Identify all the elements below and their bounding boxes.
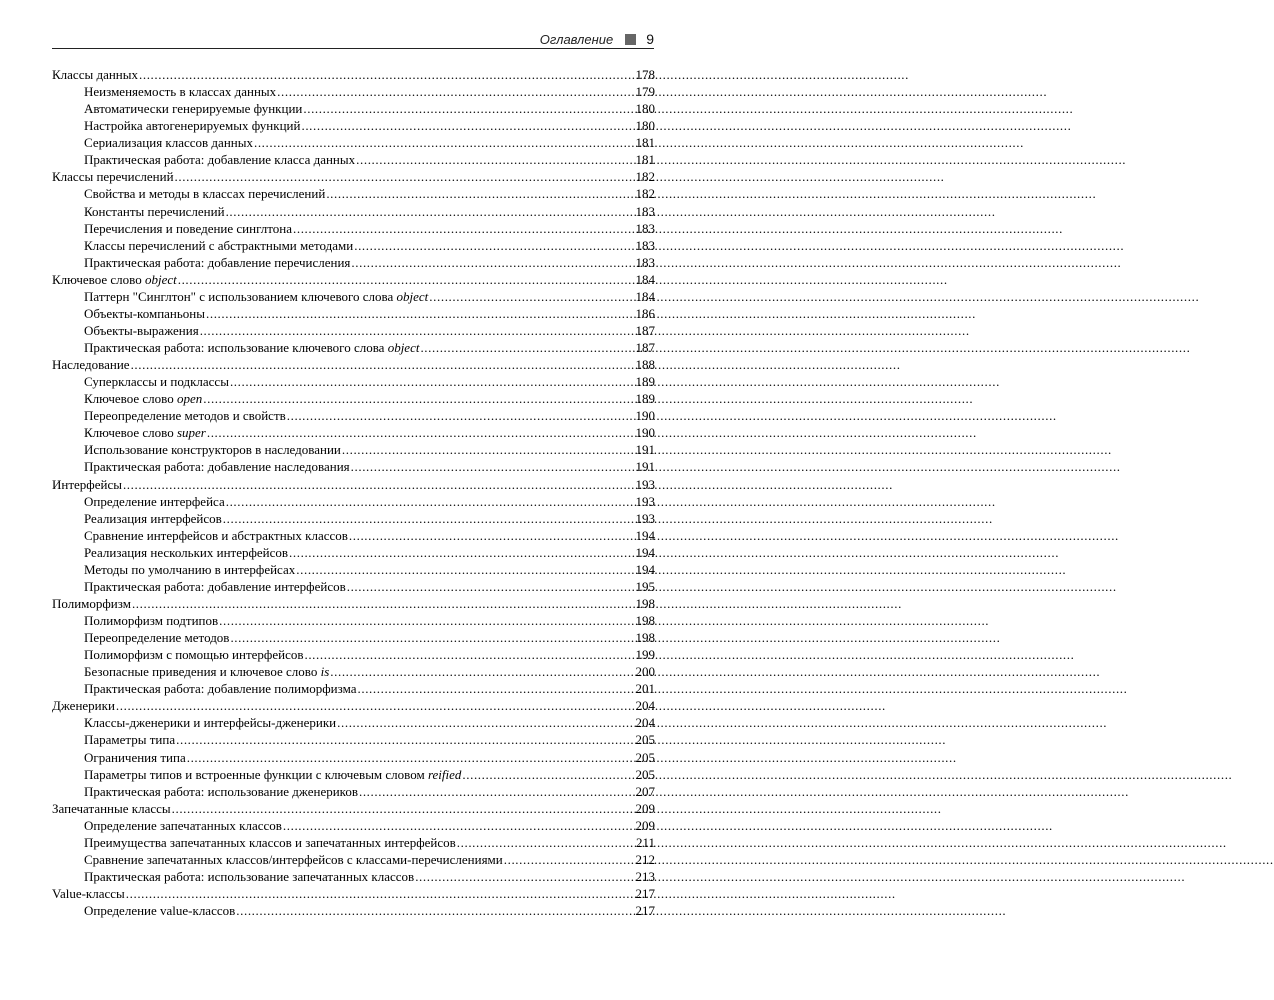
toc-chapter-entry — [52, 476, 655, 493]
header-square-icon — [625, 34, 636, 45]
toc-entry-title-text: Переопределение методов — [84, 630, 230, 646]
dot-leader — [420, 339, 634, 356]
dot-leader — [126, 885, 635, 902]
running-header — [52, 30, 654, 49]
dot-leader — [293, 220, 635, 237]
toc-section-entry — [52, 510, 655, 527]
toc-entry-title-text: Запечатанные классы — [52, 800, 171, 816]
toc-entry-title-text: Суперклассы и подклассы — [84, 374, 229, 390]
toc-section-entry — [52, 612, 655, 629]
toc-entry-title — [84, 834, 456, 851]
toc-entry-title-text: Практическая работа: добавление наследования — [84, 459, 350, 475]
toc-entry-page: 180 — [635, 101, 655, 117]
toc-entry-title-text: Параметры типов и встроенные функции с ключевым словом — [84, 766, 428, 782]
toc-entry-title-text: Безопасные приведения и ключевое слово — [84, 664, 321, 680]
toc-entry-title — [84, 817, 282, 834]
dot-leader — [187, 749, 635, 766]
dot-leader — [176, 731, 634, 748]
toc-section-entry — [52, 731, 655, 748]
dot-leader — [131, 356, 635, 373]
dot-leader — [207, 424, 635, 441]
toc-entry-title — [52, 271, 177, 288]
toc-entry-title — [84, 203, 225, 220]
toc-entry-title-text: Классы-дженерики и интерфейсы-дженерики — [84, 715, 337, 731]
toc-entry-page: 182 — [635, 169, 655, 185]
toc-section-entry — [52, 680, 655, 697]
toc-entry-title — [52, 697, 115, 714]
toc-entry-title — [84, 851, 503, 868]
dot-leader — [289, 544, 634, 561]
toc-section-entry — [52, 100, 655, 117]
toc-chapter-entry — [52, 800, 655, 817]
toc-section-entry — [52, 646, 655, 663]
toc-chapter-entry — [52, 595, 655, 612]
toc-entry-title — [84, 424, 206, 441]
dot-leader — [356, 151, 634, 168]
toc-entry-title-text: Ограничения типа — [84, 749, 186, 765]
toc-section-entry — [52, 578, 655, 595]
dot-leader — [226, 203, 635, 220]
dot-leader — [123, 476, 635, 493]
toc-entry-page: 190 — [635, 425, 655, 441]
toc-entry-title-text: Сериализация классов данных — [84, 135, 253, 151]
toc-entry-page: 217 — [635, 903, 655, 919]
dot-leader — [347, 578, 635, 595]
toc-entry-title — [84, 134, 253, 151]
toc-entry-title-text: Полиморфизм — [52, 595, 131, 611]
toc-section-entry — [52, 288, 655, 305]
dot-leader — [462, 766, 634, 783]
toc-entry-title-text: Полиморфизм подтипов — [84, 613, 219, 628]
toc-section-entry — [52, 868, 655, 885]
toc-section-entry — [52, 629, 655, 646]
toc-entry-page: 217 — [635, 886, 655, 901]
toc-entry-title-text: Практическая работа: использование запечатанных классов — [84, 868, 415, 884]
toc-section-entry — [52, 749, 655, 766]
toc-entry-page: 194 — [635, 527, 655, 543]
toc-entry-page: 182 — [635, 186, 655, 202]
toc-entry-page: 195 — [635, 578, 655, 594]
toc-entry-title-text: Практическая работа: использование дженериков — [84, 783, 358, 799]
toc-section-entry — [52, 134, 655, 151]
toc-entry-title — [84, 783, 358, 800]
toc-entry-page: 191 — [635, 459, 655, 475]
toc-entry-title-text: Переопределение методов и свойств — [84, 408, 286, 424]
toc-entry-page: 181 — [635, 152, 655, 168]
toc-entry-title-text: Объекты-выражения — [84, 322, 199, 338]
dot-leader — [287, 407, 635, 424]
dot-leader — [206, 305, 635, 322]
toc-entry-title-text: Ключевое слово — [52, 271, 145, 287]
toc-entry-title — [84, 902, 235, 919]
dot-leader — [230, 629, 634, 646]
toc-entry-title-text: Использование конструкторов в наследовании — [84, 442, 341, 458]
dot-leader — [359, 783, 635, 800]
toc-entry-page: 189 — [635, 374, 655, 390]
toc-entry-title-text: Классы перечислений с абстрактными методами — [84, 237, 354, 253]
toc-entry-page: 204 — [635, 698, 655, 714]
toc-entry-title-text: Определение запечатанных классов — [84, 817, 282, 833]
toc-entry-page: 205 — [635, 749, 655, 765]
toc-entry-page: 212 — [635, 851, 655, 867]
toc-entry-page: 194 — [635, 561, 655, 577]
toc-entry-title-text: Полиморфизм с помощью интерфейсов — [84, 647, 304, 663]
toc-entry-page: 200 — [635, 664, 655, 680]
dot-leader — [415, 868, 634, 885]
toc-entry-title — [84, 390, 202, 407]
toc-entry-title-text: Практическая работа: добавление полиморфизма — [84, 681, 357, 697]
toc-section-entry — [52, 527, 655, 544]
toc-entry-title — [84, 373, 229, 390]
toc-entry-title — [84, 339, 419, 356]
toc-section-entry — [52, 339, 655, 356]
toc-entry-title-italic: is — [320, 664, 330, 680]
toc-entry-title — [84, 646, 303, 663]
toc-entry-title-italic: object — [144, 271, 177, 287]
toc-entry-title — [84, 766, 461, 783]
toc-entry-page: 199 — [635, 647, 655, 663]
toc-entry-page: 183 — [635, 237, 655, 253]
toc-entry-page: 183 — [635, 254, 655, 270]
dot-leader — [354, 237, 634, 254]
dot-leader — [178, 271, 635, 288]
dot-leader — [337, 714, 634, 731]
toc-entry-title — [84, 731, 175, 748]
toc-entry-title-text: Реализация интерфейсов — [84, 510, 222, 526]
toc-section-entry — [52, 151, 655, 168]
toc-section-entry — [52, 714, 655, 731]
toc-entry-page: 201 — [635, 681, 655, 697]
dot-leader — [223, 510, 635, 527]
toc-section-entry — [52, 663, 655, 680]
toc-entry-page: 187 — [635, 322, 655, 338]
dot-leader — [326, 185, 634, 202]
toc-entry-page: 189 — [635, 391, 655, 407]
dot-leader — [236, 902, 634, 919]
toc-entry-title — [84, 305, 205, 322]
toc-entry-title-text: Ключевое слово — [84, 391, 177, 407]
toc-entry-title — [84, 407, 286, 424]
dot-leader — [132, 595, 635, 612]
toc-entry-page: 198 — [635, 630, 655, 646]
toc-entry-title — [84, 749, 186, 766]
toc-chapter-entry — [52, 271, 655, 288]
dot-leader — [226, 493, 635, 510]
dot-leader — [219, 612, 634, 629]
toc-chapter-entry — [52, 66, 655, 83]
toc-entry-page: 204 — [635, 715, 655, 731]
dot-leader — [301, 117, 634, 134]
toc-entry-title-text: Интерфейсы — [52, 476, 122, 492]
toc-entry-title-text: Настройка автогенерируемых функций — [84, 118, 301, 134]
toc-entry-page: 207 — [635, 783, 655, 799]
toc-section-entry — [52, 305, 655, 322]
toc-entry-title — [84, 441, 341, 458]
toc-entry-page: 211 — [635, 834, 655, 850]
toc-entry-title — [84, 561, 295, 578]
toc-entry-title-text: Сравнение интерфейсов и абстрактных классов — [84, 527, 348, 543]
toc-entry-title — [84, 578, 346, 595]
toc-entry-title-text: Константы перечислений — [84, 203, 225, 219]
toc-entry-title — [84, 868, 414, 885]
toc-section-entry — [52, 783, 655, 800]
dot-leader — [296, 561, 634, 578]
toc-entry-title-text: Практическая работа: использование ключевого слова — [84, 340, 388, 355]
dot-leader — [351, 254, 634, 271]
dot-leader — [304, 646, 634, 663]
dot-leader — [283, 817, 635, 834]
toc-entry-title — [84, 527, 348, 544]
toc-entry-page: 183 — [635, 220, 655, 236]
toc-section-entry — [52, 185, 655, 202]
toc-entry-title — [84, 288, 428, 305]
toc-entry-page: 181 — [635, 135, 655, 151]
toc-section-entry — [52, 117, 655, 134]
toc-section-entry — [52, 544, 655, 561]
toc-section-entry — [52, 203, 655, 220]
toc-section-entry — [52, 220, 655, 237]
toc-entry-title — [84, 83, 276, 100]
toc-entry-title — [84, 680, 357, 697]
toc-chapter-entry — [52, 356, 655, 373]
dot-leader — [351, 458, 635, 475]
toc-entry-title-text: Параметры типа — [84, 732, 176, 748]
dot-leader — [330, 663, 634, 680]
dot-leader — [254, 134, 635, 151]
toc-entry-title — [84, 458, 350, 475]
dot-leader — [230, 373, 635, 390]
toc-entry-title — [84, 612, 218, 629]
toc-entry-title-italic: object — [387, 340, 420, 355]
toc-section-entry — [52, 407, 655, 424]
dot-leader — [358, 680, 635, 697]
toc-section-entry — [52, 424, 655, 441]
dot-leader — [116, 697, 635, 714]
toc-entry-title — [84, 117, 300, 134]
toc-entry-title — [84, 322, 199, 339]
toc-section-entry — [52, 561, 655, 578]
dot-leader — [277, 83, 634, 100]
toc-entry-page: 209 — [635, 800, 655, 816]
toc-section-entry — [52, 83, 655, 100]
toc-section-entry — [52, 458, 655, 475]
toc-entry-title — [84, 714, 336, 731]
toc-entry-title-italic: object — [396, 288, 429, 304]
toc-entry-title — [52, 885, 125, 902]
dot-leader — [303, 100, 634, 117]
toc-entry-title-text: Реализация нескольких интерфейсов — [84, 544, 289, 560]
toc-entry-title-text: Автоматически генерируемые функции — [84, 101, 303, 117]
toc-entry-title — [84, 663, 329, 680]
dot-leader — [349, 527, 635, 544]
toc-section-entry — [52, 902, 655, 919]
toc-section-entry — [52, 373, 655, 390]
toc-section-entry — [52, 441, 655, 458]
toc-entry-title — [52, 476, 122, 493]
toc-entry-title — [84, 544, 288, 561]
toc-entry-title-text: Паттерн "Синглтон" с использованием ключевого слова — [84, 288, 397, 304]
toc-entry-title — [84, 629, 229, 646]
toc-section-entry — [52, 237, 655, 254]
toc-entry-page: 180 — [635, 118, 655, 134]
toc-entry-title-text: Классы перечислений — [52, 169, 174, 185]
toc-entry-page: 198 — [635, 613, 655, 628]
dot-leader — [172, 800, 635, 817]
toc-entry-page: 198 — [635, 595, 655, 611]
toc-section-entry — [52, 390, 655, 407]
toc-entry-title — [52, 356, 130, 373]
toc-entry-title-text: Сравнение запечатанных классов/интерфейсов с классами-перечислениями — [84, 851, 503, 867]
toc-section-entry — [52, 493, 655, 510]
toc-entry-title-text: Наследование — [52, 357, 130, 373]
toc-entry-page: 179 — [635, 84, 655, 100]
toc-entry-title — [84, 151, 355, 168]
page-number: 9 — [646, 31, 654, 47]
toc-entry-title-text: Классы данных — [52, 67, 138, 82]
toc-section-entry — [52, 834, 655, 851]
toc-section-entry — [52, 322, 655, 339]
toc-entry-title-text: Преимущества запечатанных классов и запечатанных интерфейсов — [84, 834, 456, 850]
toc-entry-page: 184 — [635, 288, 655, 304]
toc-chapter-entry — [52, 697, 655, 714]
toc-section-entry — [52, 254, 655, 271]
toc-entry-page: 188 — [635, 357, 655, 373]
toc-entry-page: 194 — [635, 544, 655, 560]
toc-entry-title-text: Практическая работа: добавление перечисления — [84, 254, 351, 270]
toc-entry-page: 193 — [635, 476, 655, 492]
toc-entry-page: 191 — [635, 442, 655, 458]
toc-chapter-entry — [52, 885, 655, 902]
toc-entry-title — [52, 595, 131, 612]
toc-entry-title-text: Value-классы — [52, 886, 125, 901]
toc-entry-title-text: Объекты-компаньоны — [84, 305, 205, 321]
dot-leader — [203, 390, 634, 407]
dot-leader — [175, 168, 635, 185]
toc-entry-page: 205 — [635, 732, 655, 748]
toc-entry-title — [84, 220, 292, 237]
dot-leader — [342, 441, 635, 458]
toc-entry-page: 213 — [635, 868, 655, 884]
toc-entry-title-text: Неизменяемость в классах данных — [84, 84, 277, 100]
toc-entry-page: 186 — [635, 305, 655, 321]
toc-entry-title — [84, 185, 325, 202]
dot-leader — [457, 834, 635, 851]
toc-chapter-entry — [52, 168, 655, 185]
toc-entry-title — [84, 493, 225, 510]
toc-entry-title-italic: super — [176, 425, 206, 441]
toc-entry-title — [84, 100, 302, 117]
toc-entry-title — [52, 168, 174, 185]
toc-entry-title-text: Определение value-классов — [84, 903, 236, 919]
toc-entry-page: 183 — [635, 203, 655, 219]
toc-entry-page: 190 — [635, 408, 655, 424]
toc-entry-title-text: Свойства и методы в классах перечислений — [84, 186, 326, 202]
toc-entry-title-text: Дженерики — [52, 698, 115, 714]
toc-section-entry — [52, 766, 655, 783]
toc-entry-title — [52, 66, 138, 83]
toc-entry-page: 209 — [635, 817, 655, 833]
toc-entry-page: 193 — [635, 493, 655, 509]
toc-entry-title — [84, 237, 353, 254]
toc-entry-title — [52, 800, 171, 817]
toc-entry-page: 193 — [635, 510, 655, 526]
toc-entry-title-text: Методы по умолчанию в интерфейсах — [84, 561, 296, 577]
toc-entry-page: 187 — [635, 340, 655, 355]
dot-leader — [504, 851, 635, 868]
toc-entry-page: 178 — [635, 67, 655, 82]
toc-entry-title-text: Ключевое слово — [84, 425, 177, 441]
toc-entry-title-italic: reified — [427, 766, 462, 782]
toc-entry-title — [84, 510, 222, 527]
toc-entry-title-text: Перечисления и поведение синглтона — [84, 220, 292, 236]
toc-entry-title-italic: open — [176, 391, 203, 407]
toc-entry-title-text: Определение интерфейса — [84, 493, 225, 509]
toc-entry-page: 184 — [635, 271, 655, 287]
dot-leader — [200, 322, 635, 339]
dot-leader — [139, 66, 635, 83]
running-header-title: Оглавление — [539, 31, 614, 47]
table-of-contents — [52, 66, 655, 919]
toc-section-entry — [52, 817, 655, 834]
toc-entry-title-text: Практическая работа: добавление интерфейсов — [84, 578, 346, 594]
dot-leader — [429, 288, 634, 305]
toc-entry-title — [84, 254, 350, 271]
toc-entry-page: 205 — [635, 766, 655, 782]
toc-entry-title-text: Практическая работа: добавление класса данных — [84, 152, 356, 168]
toc-section-entry — [52, 851, 655, 868]
